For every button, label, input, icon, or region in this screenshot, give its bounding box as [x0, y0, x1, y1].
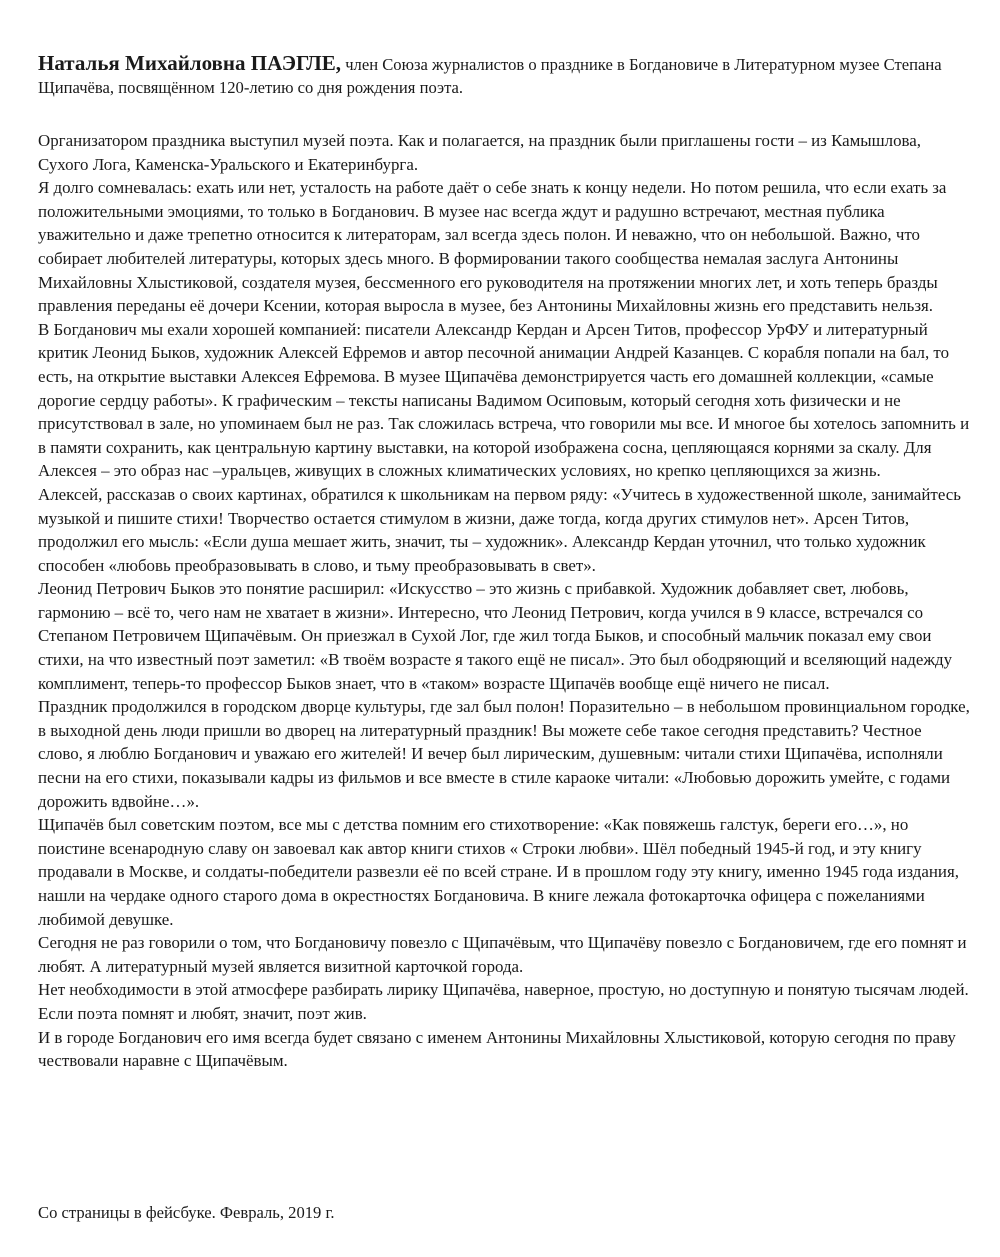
article-header [38, 52, 968, 99]
source-note: Со страницы в фейсбуке. Февраль, 2019 г. [38, 1203, 335, 1222]
article-body [38, 129, 970, 1073]
author-name: Наталья Михайловна ПАЭГЛЕ, [38, 51, 342, 75]
paragraph-7: Щипачёв был советским поэтом, все мы с детства помним его стихотворение: «Как повяжешь галстук, береги его…», но поистине всенародную славу он завоевал как автор книги стихов « Строки любви». Шёл победный 1945-й год, и эту книгу продавали в Москве, и солдаты-победители развезли её по всей стране. И в прошлом году эту книгу, именно 1945 года издания, нашли на чердаке одного старого дома в окрестностях Богдановича. В книге лежала фотокарточка офицера с пожеланиями любимой девушке. [38, 815, 959, 929]
header-subtitle: член Союза журналистов о празднике в Богдановиче в Литературном музее Степана Щипачёва, посвящённом 120-летию со дня рождения поэта. [38, 55, 942, 97]
paragraph-10: И в городе Богданович его имя всегда будет связано с именем Антонины Михайловны Хлыстиковой, которую сегодня по праву чествовали наравне с Щипачёвым. [38, 1027, 956, 1071]
paragraph-2: Я долго сомневалась: ехать или нет, усталость на работе даёт о себе знать к концу недели. Но потом решила, что если ехать за положительными эмоциями, то только в Богданович. В музее нас всегда ждут и радушно встречают, местная публика уважительно и даже трепетно относится к литераторам, зал всегда здесь полон. И неважно, что он небольшой. Важно, что собирает любителей литературы, которых здесь много. В формировании такого сообщества немалая заслуга Антонины Михайловны Хлыстиковой, создателя музея, бессменного его руководителя на протяжении многих лет, и хоть теперь бразды правления переданы её дочери Ксении, которая выросла в музее, без Антонины Михайловны жизнь его представить нельзя. [38, 178, 947, 316]
paragraph-5: Леонид Петрович Быков это понятие расширил: «Искусство – это жизнь с прибавкой. Художник добавляет свет, любовь, гармонию – всё то, чего нам не хватает в жизни». Интересно, что Леонид Петрович, когда учился в 9 классе, встречался со Степаном Петровичем Щипачёвым. Он приезжал в Сухой Лог, где жил тогда Быков, и способный мальчик показал ему свои стихи, на что известный поэт заметил: «В твоём возрасте я такого ещё не писал». Это был ободряющий и вселяющий надежду комплимент, теперь-то профессор Быков знает, что в «таком» возрасте Щипачёв вообще ещё ничего не писал. [38, 579, 953, 693]
paragraph-3: В Богданович мы ехали хорошей компанией: писатели Александр Кердан и Арсен Титов, профессор УрФУ и литературный критик Леонид Быков, художник Алексей Ефремов и автор песочной анимации Андрей Казанцев. С корабля попали на бал, то есть, на открытие выставки Алексея Ефремова. В музее Щипачёва демонстрируется часть его домашней коллекции, «самые дорогие сердцу работы». К графическим – тексты написаны Вадимом Осиповым, который сегодня хоть физически и не присутствовал в зале, но упоминаем был не раз. Так сложилась встреча, что говорили мы все. И многое бы хотелось запомнить и в памяти сохранить, как центральную картину выставки, на которой изображена сосна, цепляющаяся корнями за скалу. Для Алексея – это образ нас –уральцев, живущих в сложных климатических условиях, но крепко цепляющихся за жизнь. [38, 319, 970, 481]
paragraph-6: Праздник продолжился в городском дворце культуры, где зал был полон! Поразительно – в небольшом провинциальном городке, в выходной день люди пришли во дворец на литературный праздник! Вы можете себе такое сегодня представить? Честное слово, я люблю Богданович и уважаю его жителей! И вечер был лирическим, душевным: читали стихи Щипачёва, исполняли песни на его стихи, показывали кадры из фильмов и все вместе в стиле караоке читали: «Любовью дорожить умейте, с годами дорожить вдвойне…». [38, 697, 970, 811]
paragraph-8: Сегодня не раз говорили о том, что Богдановичу повезло с Щипачёвым, что Щипачёву повезло с Богдановичем, где его помнят и любят. А литературный музей является визитной карточкой города. [38, 933, 967, 976]
paragraph-4: Алексей, рассказав о своих картинах, обратился к школьникам на первом ряду: «Учитесь в художественной школе, занимайтесь музыкой и пишите стихи! Творчество остается стимулом в жизни, даже тогда, когда других стимулов нет». Арсен Титов, продолжил его мысль: «Если душа мешает жить, значит, ты – художник». Александр Кердан уточнил, что только художник способен «любовь преобразовывать в слово, и тьму преобразовывать в свет». [38, 484, 961, 575]
paragraph-9: Нет необходимости в этой атмосфере разбирать лирику Щипачёва, наверное, простую, но доступную и понятую тысячам людей. Если поэта помнят и любят, значит, поэт жив. [38, 980, 969, 1023]
paragraph-1: Организатором праздника выступил музей поэта. Как и полагается, на праздник были приглашены гости – из Камышлова, Сухого Лога, Каменска-Уральского и Екатеринбурга. [38, 131, 921, 174]
